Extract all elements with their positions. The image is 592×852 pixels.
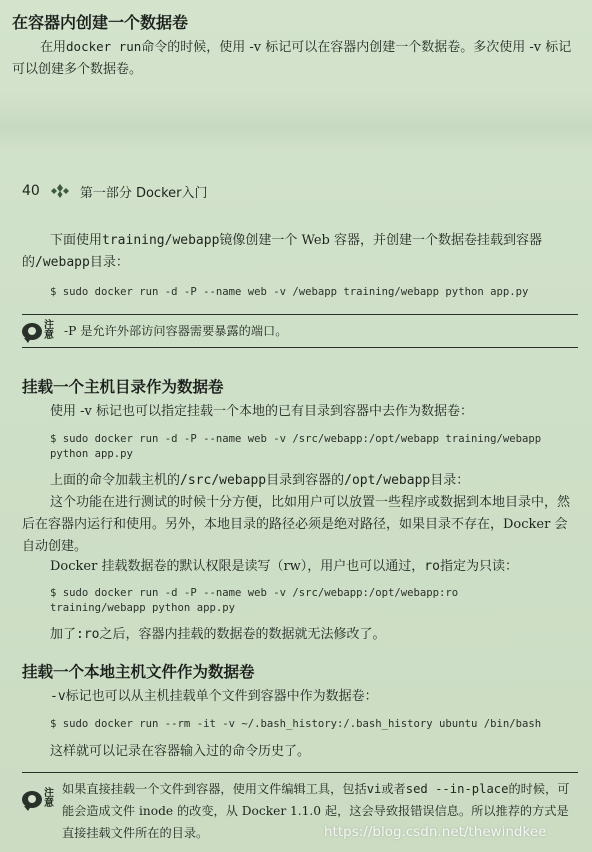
- section-intro: 使用 -v 标记也可以指定挂载一个本地的已有目录到容器中去作为数据卷：: [50, 404, 474, 419]
- code-block-host-dir: $ sudo docker run -d -P --name web -v /src/webapp:/opt/webapp training/webapp python app.py: [50, 433, 542, 460]
- top-section-heading: 在容器内创建一个数据卷: [12, 13, 189, 32]
- page-gap-shadow: [0, 92, 592, 152]
- note-icon: 注意: [22, 318, 60, 344]
- note-bottom-rule: [22, 347, 578, 348]
- paragraph-readonly: Docker 挂载数据卷的默认权限是读写（rw），用户也可以通过，ro指定为只读：: [50, 559, 518, 574]
- section-file-intro: -v标记也可以从主机挂载单个文件到容器中作为数据卷：: [50, 689, 378, 704]
- code-block-webapp: $ sudo docker run -d -P --name web -v /webapp training/webapp python app.py: [50, 286, 529, 298]
- paragraph-history: 这样就可以记录在容器输入过的命令历史了。: [50, 744, 311, 759]
- page-number: 40: [22, 183, 40, 199]
- diamond-cluster-icon: [50, 183, 70, 199]
- section-heading-host-file: 挂载一个本地主机文件作为数据卷: [22, 663, 255, 681]
- top-section-paragraph: 在用docker run命令的时候，使用 -v 标记可以在容器内创建一个数据卷。多次使用 -v 标记可以创建多个数据卷。: [12, 39, 572, 77]
- page-header: [22, 181, 207, 201]
- speech-bubble-icon: [22, 323, 42, 340]
- paragraph-explain-mount: 上面的命令加载主机的/src/webapp目录到容器的/opt/webapp目录：: [50, 473, 470, 488]
- intro-paragraph: 下面使用training/webapp镜像创建一个 Web 容器，并创建一个数据卷挂载到容器的/webapp目录：: [22, 233, 543, 270]
- speech-bubble-icon: [22, 791, 42, 808]
- note2-top-rule: [22, 772, 578, 773]
- part-title: 第一部分 Docker入门: [79, 185, 208, 201]
- note-text: -P 是允许外部访问容器需要暴露的端口。: [64, 324, 288, 338]
- paragraph-usage: 这个功能在进行测试的时候十分方便，比如用户可以放置一些程序或数据到本地目录中，然后在容器内运行和使用。另外，本地目录的路径必须是绝对路径，如果目录不存在，Docker 会自动创建。: [22, 495, 571, 554]
- section-heading-host-dir: 挂载一个主机目录作为数据卷: [22, 378, 224, 396]
- note2-icon: 注意: [22, 786, 60, 812]
- code-block-host-file: $ sudo docker run --rm -it -v ~/.bash_history:/.bash_history ubuntu /bin/bash: [50, 718, 542, 730]
- note-top-rule: [22, 314, 578, 315]
- paragraph-ro-result: 加了:ro之后，容器内挂载的数据卷的数据就无法修改了。: [50, 627, 386, 642]
- note2-text: 如果直接挂载一个文件到容器，使用文件编辑工具，包括vi或者sed --in-place的时候，可能会造成文件 inode 的改变，从 Docker 1.1.0 起，这会导致报错误信息。所以推荐的方式是直接挂载文件所在的目录。: [62, 782, 570, 840]
- watermark-url: https://blog.csdn.net/thewindkee: [324, 824, 547, 840]
- code-block-readonly: $ sudo docker run -d -P --name web -v /src/webapp:/opt/webapp:ro training/webapp python app.py: [50, 587, 459, 614]
